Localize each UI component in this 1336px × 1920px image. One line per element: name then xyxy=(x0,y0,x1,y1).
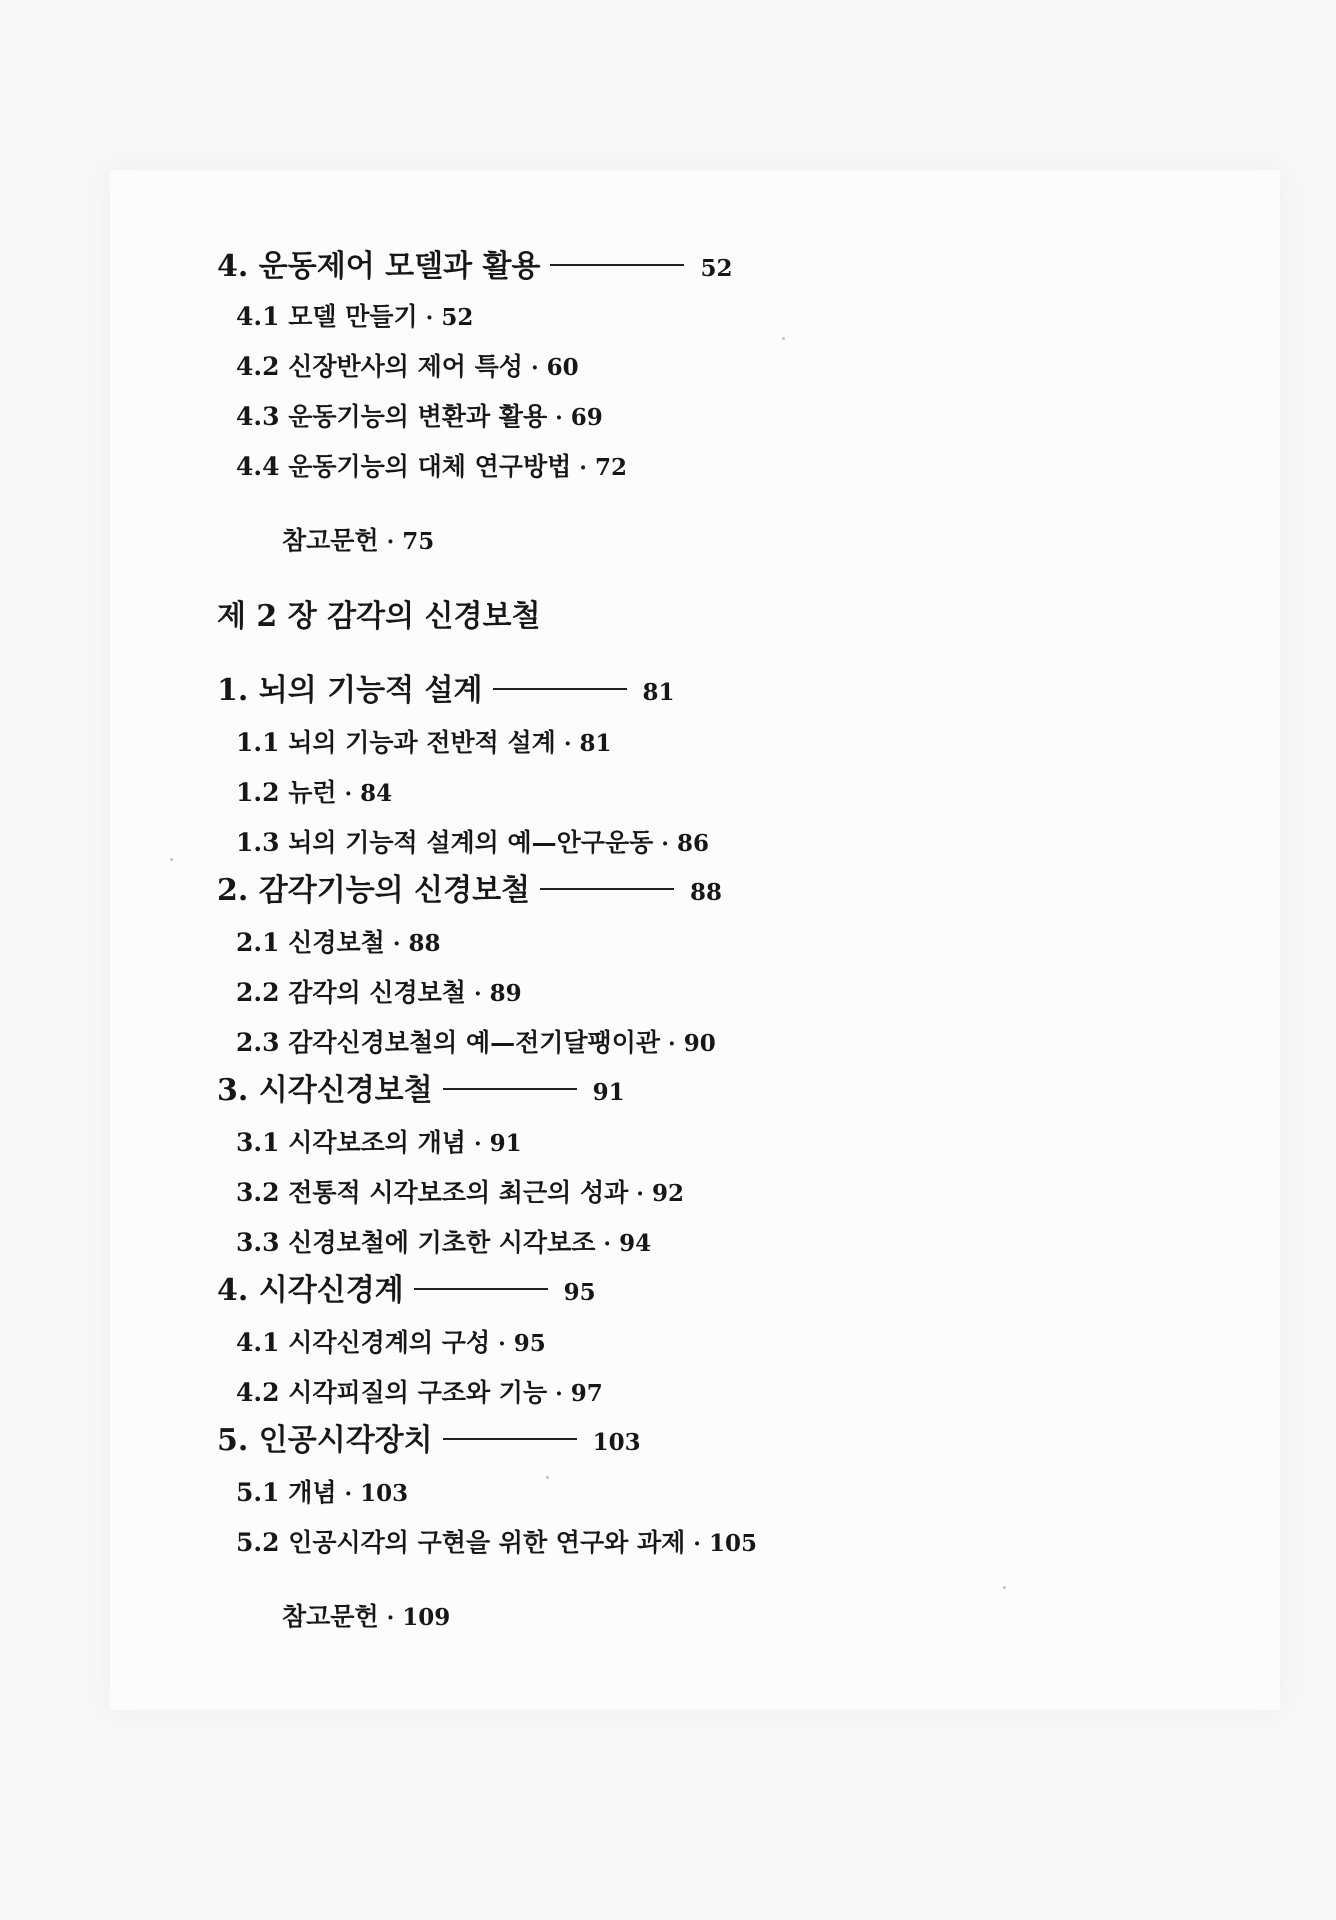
paper-speck xyxy=(546,1476,549,1479)
dash-leader xyxy=(443,1088,577,1090)
toc-subsection-4-1[interactable] xyxy=(236,304,473,329)
toc-section-5[interactable] xyxy=(217,1423,641,1458)
page-number: 89 xyxy=(489,980,522,1007)
toc-subsection-2-2[interactable] xyxy=(236,980,522,1005)
dot-separator: · xyxy=(344,781,353,807)
toc-section-4[interactable] xyxy=(217,1273,596,1308)
toc-subsection-title: 5.2 인공시각의 구현을 위한 연구와 과제 xyxy=(236,1528,686,1557)
dash-leader xyxy=(443,1438,577,1440)
toc-subsection-4-1-visual[interactable] xyxy=(236,1330,546,1355)
paper-speck xyxy=(1003,1586,1006,1589)
page-number: 95 xyxy=(563,1279,596,1306)
dash-leader xyxy=(550,264,684,266)
page-number: 52 xyxy=(441,304,474,331)
page-number: 105 xyxy=(708,1530,757,1557)
toc-subsection-5-1[interactable] xyxy=(236,1480,408,1505)
toc-section-title: 4. 운동제어 모델과 활용 xyxy=(217,249,541,284)
page-number: 52 xyxy=(700,255,733,282)
dot-separator: · xyxy=(386,1605,395,1631)
toc-subsection-1-2[interactable] xyxy=(236,780,392,805)
toc-section-4-motor-control-model[interactable] xyxy=(217,249,733,284)
page-number: 103 xyxy=(360,1480,409,1507)
toc-section-title: 1. 뇌의 기능적 설계 xyxy=(217,673,483,708)
toc-references-1[interactable] xyxy=(282,528,434,553)
toc-subsection-4-4[interactable] xyxy=(236,454,627,479)
toc-subsection-title: 2.1 신경보철 xyxy=(236,928,385,957)
toc-subsection-title: 4.2 시각피질의 구조와 기능 xyxy=(236,1378,548,1407)
dot-separator: · xyxy=(386,529,395,555)
page-number: 88 xyxy=(408,930,441,957)
toc-subsection-title: 3.2 전통적 시각보조의 최근의 성과 xyxy=(236,1178,629,1207)
paper-speck xyxy=(170,858,173,861)
dash-leader xyxy=(414,1288,548,1290)
dot-separator: · xyxy=(530,355,539,381)
toc-subsection-title: 4.1 모델 만들기 xyxy=(236,302,418,331)
dash-leader xyxy=(493,688,627,690)
toc-subsection-title: 3.1 시각보조의 개념 xyxy=(236,1128,466,1157)
toc-subsection-4-3[interactable] xyxy=(236,404,603,429)
page-number: 109 xyxy=(402,1604,451,1631)
toc-section-title: 3. 시각신경보철 xyxy=(217,1073,433,1108)
page-number: 81 xyxy=(642,679,675,706)
toc-subsection-2-1[interactable] xyxy=(236,930,441,955)
dot-separator: · xyxy=(425,305,434,331)
toc-subsection-3-1[interactable] xyxy=(236,1130,522,1155)
page-number: 103 xyxy=(592,1429,641,1456)
toc-section-title: 5. 인공시각장치 xyxy=(217,1423,433,1458)
page-number: 92 xyxy=(651,1180,684,1207)
toc-subsection-4-2-visual[interactable] xyxy=(236,1380,603,1405)
toc-subsection-title: 4.3 운동기능의 변환과 활용 xyxy=(236,402,548,431)
paper-speck xyxy=(782,337,785,340)
page-number: 60 xyxy=(546,354,579,381)
toc-subsection-title: 1.1 뇌의 기능과 전반적 설계 xyxy=(236,728,556,757)
toc-section-title: 4. 시각신경계 xyxy=(217,1273,404,1308)
page-number: 88 xyxy=(690,879,723,906)
page-number: 69 xyxy=(570,404,603,431)
toc-section-2[interactable] xyxy=(217,873,723,908)
dot-separator: · xyxy=(603,1231,612,1257)
page-number: 75 xyxy=(402,528,435,555)
dash-leader xyxy=(540,888,674,890)
page-number: 91 xyxy=(489,1130,522,1157)
toc-subsection-title: 4.1 시각신경계의 구성 xyxy=(236,1328,491,1357)
toc-references-2[interactable] xyxy=(282,1604,450,1629)
page-number: 84 xyxy=(360,780,393,807)
toc-subsection-3-3[interactable] xyxy=(236,1230,651,1255)
dot-separator: · xyxy=(579,455,587,481)
toc-subsection-2-3[interactable] xyxy=(236,1030,716,1055)
toc-subsection-4-2[interactable] xyxy=(236,354,579,379)
page-number: 90 xyxy=(683,1030,716,1057)
dot-separator: · xyxy=(636,1181,644,1207)
toc-subsection-1-3[interactable] xyxy=(236,830,709,855)
dot-separator: · xyxy=(555,405,563,431)
toc-section-title: 2. 감각기능의 신경보철 xyxy=(217,873,531,908)
dot-separator: · xyxy=(555,1381,563,1407)
toc-subsection-3-2[interactable] xyxy=(236,1180,684,1205)
page-number: 94 xyxy=(619,1230,652,1257)
references-title: 참고문헌 xyxy=(282,1602,379,1631)
page-number: 91 xyxy=(592,1079,625,1106)
toc-subsection-5-2[interactable] xyxy=(236,1530,757,1555)
page-number: 72 xyxy=(594,454,627,481)
dot-separator: · xyxy=(693,1531,701,1557)
toc-subsection-1-1[interactable] xyxy=(236,730,612,755)
dot-separator: · xyxy=(661,831,669,857)
page-number: 81 xyxy=(579,730,612,757)
dot-separator: · xyxy=(473,981,482,1007)
toc-subsection-title: 1.3 뇌의 기능적 설계의 예—안구운동 xyxy=(236,828,654,857)
references-title: 참고문헌 xyxy=(282,526,379,555)
toc-subsection-title: 1.2 뉴런 xyxy=(236,778,337,807)
page-number: 86 xyxy=(676,830,709,857)
toc-section-1[interactable] xyxy=(217,673,675,708)
toc-subsection-title: 2.2 감각의 신경보철 xyxy=(236,978,466,1007)
dot-separator: · xyxy=(563,731,572,757)
toc-section-3[interactable] xyxy=(217,1073,625,1108)
toc-subsection-title: 2.3 감각신경보철의 예—전기달팽이관 xyxy=(236,1028,661,1057)
toc-subsection-title: 5.1 개념 xyxy=(236,1478,337,1507)
page-number: 95 xyxy=(513,1330,546,1357)
toc-subsection-title: 4.2 신장반사의 제어 특성 xyxy=(236,352,523,381)
dot-separator: · xyxy=(344,1481,353,1507)
chapter-heading xyxy=(217,599,541,634)
dot-separator: · xyxy=(668,1031,676,1057)
toc-subsection-title: 3.3 신경보철에 기초한 시각보조 xyxy=(236,1228,596,1257)
chapter-title: 제 2 장 감각의 신경보철 xyxy=(217,599,541,634)
page-number: 97 xyxy=(570,1380,603,1407)
dot-separator: · xyxy=(473,1131,482,1157)
dot-separator: · xyxy=(498,1331,506,1357)
dot-separator: · xyxy=(392,931,401,957)
toc-subsection-title: 4.4 운동기능의 대체 연구방법 xyxy=(236,452,572,481)
